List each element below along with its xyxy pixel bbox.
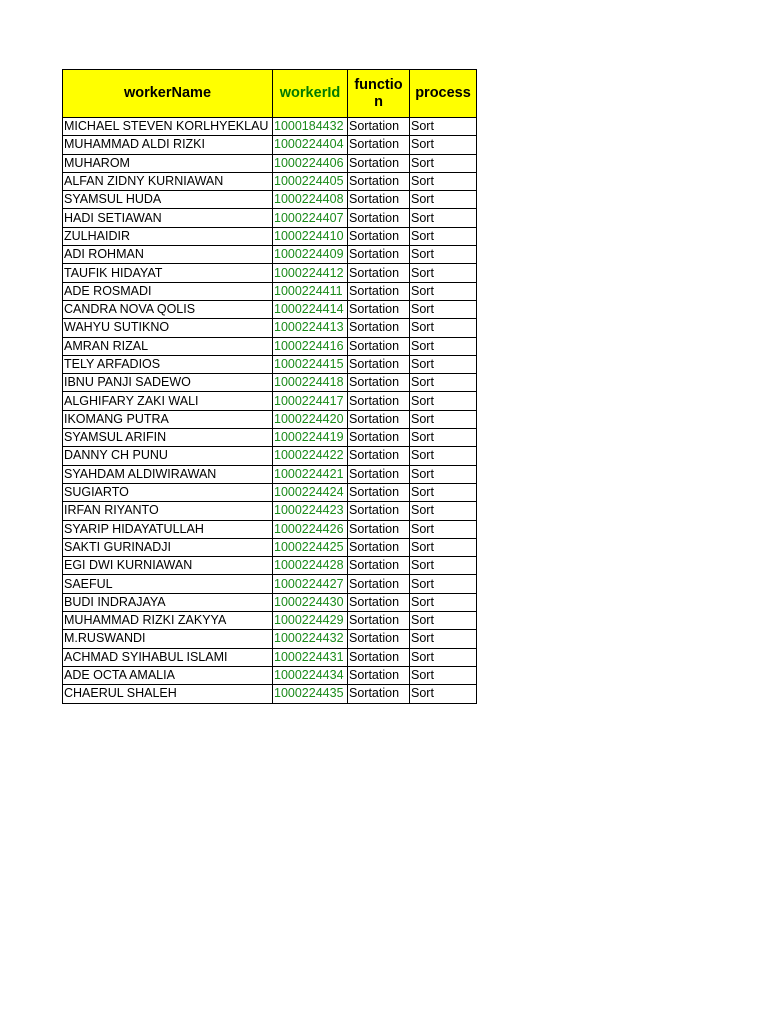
function-cell[interactable]: Sortation bbox=[348, 630, 410, 648]
header-function: function bbox=[348, 70, 410, 118]
worker-name-cell[interactable]: IRFAN RIYANTO bbox=[63, 502, 273, 520]
table-row bbox=[63, 612, 477, 630]
process-cell[interactable]: Sort bbox=[410, 319, 477, 337]
function-cell[interactable]: Sortation bbox=[348, 465, 410, 483]
function-cell[interactable]: Sortation bbox=[348, 520, 410, 538]
table-row bbox=[63, 154, 477, 172]
function-cell[interactable]: Sortation bbox=[348, 300, 410, 318]
function-cell[interactable]: Sortation bbox=[348, 502, 410, 520]
header-worker-id: workerId bbox=[273, 70, 348, 118]
worker-id-cell[interactable]: 1000224414 bbox=[273, 300, 348, 318]
process-cell[interactable]: Sort bbox=[410, 557, 477, 575]
function-cell[interactable]: Sortation bbox=[348, 557, 410, 575]
table-row bbox=[63, 538, 477, 556]
function-cell[interactable]: Sortation bbox=[348, 483, 410, 501]
worker-id-cell[interactable]: 1000224428 bbox=[273, 557, 348, 575]
worker-id-cell[interactable]: 1000224412 bbox=[273, 264, 348, 282]
process-cell[interactable]: Sort bbox=[410, 337, 477, 355]
worker-name-cell[interactable]: ADE OCTA AMALIA bbox=[63, 666, 273, 684]
worker-id-cell[interactable]: 1000224429 bbox=[273, 612, 348, 630]
worker-name-cell[interactable]: SAEFUL bbox=[63, 575, 273, 593]
process-cell[interactable]: Sort bbox=[410, 483, 477, 501]
worker-id-cell[interactable]: 1000224404 bbox=[273, 136, 348, 154]
header-process: process bbox=[410, 70, 477, 118]
function-cell[interactable]: Sortation bbox=[348, 154, 410, 172]
function-cell[interactable]: Sortation bbox=[348, 209, 410, 227]
worker-id-cell[interactable]: 1000224434 bbox=[273, 666, 348, 684]
worker-id-cell[interactable]: 1000224424 bbox=[273, 483, 348, 501]
worker-id-cell[interactable]: 1000224426 bbox=[273, 520, 348, 538]
table-row bbox=[63, 172, 477, 190]
table-row bbox=[63, 118, 477, 136]
worker-name-cell[interactable]: SUGIARTO bbox=[63, 483, 273, 501]
table-row bbox=[63, 630, 477, 648]
process-cell[interactable]: Sort bbox=[410, 300, 477, 318]
process-cell[interactable]: Sort bbox=[410, 410, 477, 428]
function-cell[interactable]: Sortation bbox=[348, 575, 410, 593]
worker-id-cell[interactable]: 1000224422 bbox=[273, 447, 348, 465]
process-cell[interactable]: Sort bbox=[410, 429, 477, 447]
process-cell[interactable]: Sort bbox=[410, 593, 477, 611]
worker-name-cell[interactable]: SYAMSUL HUDA bbox=[63, 191, 273, 209]
function-cell[interactable]: Sortation bbox=[348, 355, 410, 373]
worker-name-cell[interactable]: AMRAN RIZAL bbox=[63, 337, 273, 355]
worker-id-cell[interactable]: 1000224410 bbox=[273, 227, 348, 245]
table-row bbox=[63, 337, 477, 355]
process-cell[interactable]: Sort bbox=[410, 538, 477, 556]
worker-id-cell[interactable]: 1000224415 bbox=[273, 355, 348, 373]
function-cell[interactable]: Sortation bbox=[348, 429, 410, 447]
process-cell[interactable]: Sort bbox=[410, 575, 477, 593]
worker-id-cell[interactable]: 1000224413 bbox=[273, 319, 348, 337]
table-row bbox=[63, 246, 477, 264]
process-cell[interactable]: Sort bbox=[410, 447, 477, 465]
function-cell[interactable]: Sortation bbox=[348, 172, 410, 190]
process-cell[interactable]: Sort bbox=[410, 154, 477, 172]
process-cell[interactable]: Sort bbox=[410, 392, 477, 410]
process-cell[interactable]: Sort bbox=[410, 666, 477, 684]
worker-id-cell[interactable]: 1000224419 bbox=[273, 429, 348, 447]
table-row bbox=[63, 319, 477, 337]
table-row bbox=[63, 465, 477, 483]
worker-id-cell[interactable]: 1000224423 bbox=[273, 502, 348, 520]
table-row bbox=[63, 209, 477, 227]
worker-name-cell[interactable]: ALFAN ZIDNY KURNIAWAN bbox=[63, 172, 273, 190]
function-cell[interactable]: Sortation bbox=[348, 264, 410, 282]
worker-table bbox=[62, 69, 477, 704]
function-cell[interactable]: Sortation bbox=[348, 246, 410, 264]
worker-id-cell[interactable]: 1000224435 bbox=[273, 685, 348, 703]
worker-id-cell[interactable]: 1000224425 bbox=[273, 538, 348, 556]
function-cell[interactable]: Sortation bbox=[348, 227, 410, 245]
table-row bbox=[63, 300, 477, 318]
worker-name-cell[interactable]: ADI ROHMAN bbox=[63, 246, 273, 264]
worker-name-cell[interactable]: IKOMANG PUTRA bbox=[63, 410, 273, 428]
table-row bbox=[63, 502, 477, 520]
worker-name-cell[interactable]: SYAMSUL ARIFIN bbox=[63, 429, 273, 447]
worker-id-cell[interactable]: 1000224421 bbox=[273, 465, 348, 483]
function-cell[interactable]: Sortation bbox=[348, 136, 410, 154]
process-cell[interactable]: Sort bbox=[410, 465, 477, 483]
worker-id-cell[interactable]: 1000224409 bbox=[273, 246, 348, 264]
function-cell[interactable]: Sortation bbox=[348, 685, 410, 703]
worker-name-cell[interactable]: DANNY CH PUNU bbox=[63, 447, 273, 465]
process-cell[interactable]: Sort bbox=[410, 374, 477, 392]
worker-id-cell[interactable]: 1000224408 bbox=[273, 191, 348, 209]
process-cell[interactable]: Sort bbox=[410, 118, 477, 136]
worker-name-cell[interactable]: MICHAEL STEVEN KORLHYEKLAU bbox=[63, 118, 273, 136]
table-row bbox=[63, 136, 477, 154]
worker-id-cell[interactable]: 1000224418 bbox=[273, 374, 348, 392]
function-cell[interactable]: Sortation bbox=[348, 648, 410, 666]
function-cell[interactable]: Sortation bbox=[348, 666, 410, 684]
worker-id-cell[interactable]: 1000224431 bbox=[273, 648, 348, 666]
worker-name-cell[interactable]: BUDI INDRAJAYA bbox=[63, 593, 273, 611]
worker-name-cell[interactable]: CANDRA NOVA QOLIS bbox=[63, 300, 273, 318]
worker-id-cell[interactable]: 1000224411 bbox=[273, 282, 348, 300]
process-cell[interactable]: Sort bbox=[410, 172, 477, 190]
worker-name-cell[interactable]: CHAERUL SHALEH bbox=[63, 685, 273, 703]
table-row bbox=[63, 593, 477, 611]
table-row bbox=[63, 227, 477, 245]
table-row bbox=[63, 648, 477, 666]
table-row bbox=[63, 685, 477, 703]
worker-name-cell[interactable]: MUHAMMAD RIZKI ZAKYYA bbox=[63, 612, 273, 630]
table-row bbox=[63, 447, 477, 465]
worker-name-cell[interactable]: ZULHAIDIR bbox=[63, 227, 273, 245]
worker-id-cell[interactable]: 1000224416 bbox=[273, 337, 348, 355]
table-row bbox=[63, 483, 477, 501]
table-row bbox=[63, 392, 477, 410]
worker-id-cell[interactable]: 1000224406 bbox=[273, 154, 348, 172]
table-row bbox=[63, 264, 477, 282]
function-cell[interactable]: Sortation bbox=[348, 447, 410, 465]
process-cell[interactable]: Sort bbox=[410, 246, 477, 264]
worker-name-cell[interactable]: ALGHIFARY ZAKI WALI bbox=[63, 392, 273, 410]
worker-name-cell[interactable]: M.RUSWANDI bbox=[63, 630, 273, 648]
worker-name-cell[interactable]: SYARIP HIDAYATULLAH bbox=[63, 520, 273, 538]
process-cell[interactable]: Sort bbox=[410, 136, 477, 154]
table-row bbox=[63, 557, 477, 575]
function-cell[interactable]: Sortation bbox=[348, 392, 410, 410]
worker-name-cell[interactable]: TELY ARFADIOS bbox=[63, 355, 273, 373]
function-cell[interactable]: Sortation bbox=[348, 538, 410, 556]
function-cell[interactable]: Sortation bbox=[348, 118, 410, 136]
function-cell[interactable]: Sortation bbox=[348, 319, 410, 337]
header-row bbox=[63, 70, 477, 118]
process-cell[interactable]: Sort bbox=[410, 520, 477, 538]
worker-name-cell[interactable]: WAHYU SUTIKNO bbox=[63, 319, 273, 337]
worker-name-cell[interactable]: EGI DWI KURNIAWAN bbox=[63, 557, 273, 575]
table-row bbox=[63, 429, 477, 447]
worker-id-cell[interactable]: 1000224430 bbox=[273, 593, 348, 611]
process-cell[interactable]: Sort bbox=[410, 355, 477, 373]
process-cell[interactable]: Sort bbox=[410, 282, 477, 300]
worker-id-cell[interactable]: 1000224417 bbox=[273, 392, 348, 410]
table-header bbox=[63, 70, 477, 118]
function-cell[interactable]: Sortation bbox=[348, 593, 410, 611]
process-cell[interactable]: Sort bbox=[410, 612, 477, 630]
function-cell[interactable]: Sortation bbox=[348, 282, 410, 300]
worker-name-cell[interactable]: ACHMAD SYIHABUL ISLAMI bbox=[63, 648, 273, 666]
table-row bbox=[63, 374, 477, 392]
worker-id-cell[interactable]: 1000224407 bbox=[273, 209, 348, 227]
function-cell[interactable]: Sortation bbox=[348, 612, 410, 630]
process-cell[interactable]: Sort bbox=[410, 191, 477, 209]
worker-id-cell[interactable]: 1000184432 bbox=[273, 118, 348, 136]
table-row bbox=[63, 282, 477, 300]
table-row bbox=[63, 355, 477, 373]
worker-name-cell[interactable]: MUHAMMAD ALDI RIZKI bbox=[63, 136, 273, 154]
worker-id-cell[interactable]: 1000224432 bbox=[273, 630, 348, 648]
worker-id-cell[interactable]: 1000224420 bbox=[273, 410, 348, 428]
worker-name-cell[interactable]: IBNU PANJI SADEWO bbox=[63, 374, 273, 392]
worker-name-cell[interactable]: SYAHDAM ALDIWIRAWAN bbox=[63, 465, 273, 483]
worker-id-cell[interactable]: 1000224427 bbox=[273, 575, 348, 593]
table-body bbox=[63, 118, 477, 704]
table-row bbox=[63, 410, 477, 428]
process-cell[interactable]: Sort bbox=[410, 209, 477, 227]
worker-name-cell[interactable]: HADI SETIAWAN bbox=[63, 209, 273, 227]
worker-name-cell[interactable]: MUHAROM bbox=[63, 154, 273, 172]
table-row bbox=[63, 575, 477, 593]
worker-name-cell[interactable]: SAKTI GURINADJI bbox=[63, 538, 273, 556]
worker-name-cell[interactable]: ADE ROSMADI bbox=[63, 282, 273, 300]
function-cell[interactable]: Sortation bbox=[348, 191, 410, 209]
table-row bbox=[63, 666, 477, 684]
process-cell[interactable]: Sort bbox=[410, 502, 477, 520]
process-cell[interactable]: Sort bbox=[410, 648, 477, 666]
process-cell[interactable]: Sort bbox=[410, 264, 477, 282]
function-cell[interactable]: Sortation bbox=[348, 410, 410, 428]
process-cell[interactable]: Sort bbox=[410, 630, 477, 648]
process-cell[interactable]: Sort bbox=[410, 685, 477, 703]
process-cell[interactable]: Sort bbox=[410, 227, 477, 245]
worker-id-cell[interactable]: 1000224405 bbox=[273, 172, 348, 190]
table-row bbox=[63, 520, 477, 538]
worker-name-cell[interactable]: TAUFIK HIDAYAT bbox=[63, 264, 273, 282]
function-cell[interactable]: Sortation bbox=[348, 337, 410, 355]
function-cell[interactable]: Sortation bbox=[348, 374, 410, 392]
table-row bbox=[63, 191, 477, 209]
header-worker-name: workerName bbox=[63, 70, 273, 118]
